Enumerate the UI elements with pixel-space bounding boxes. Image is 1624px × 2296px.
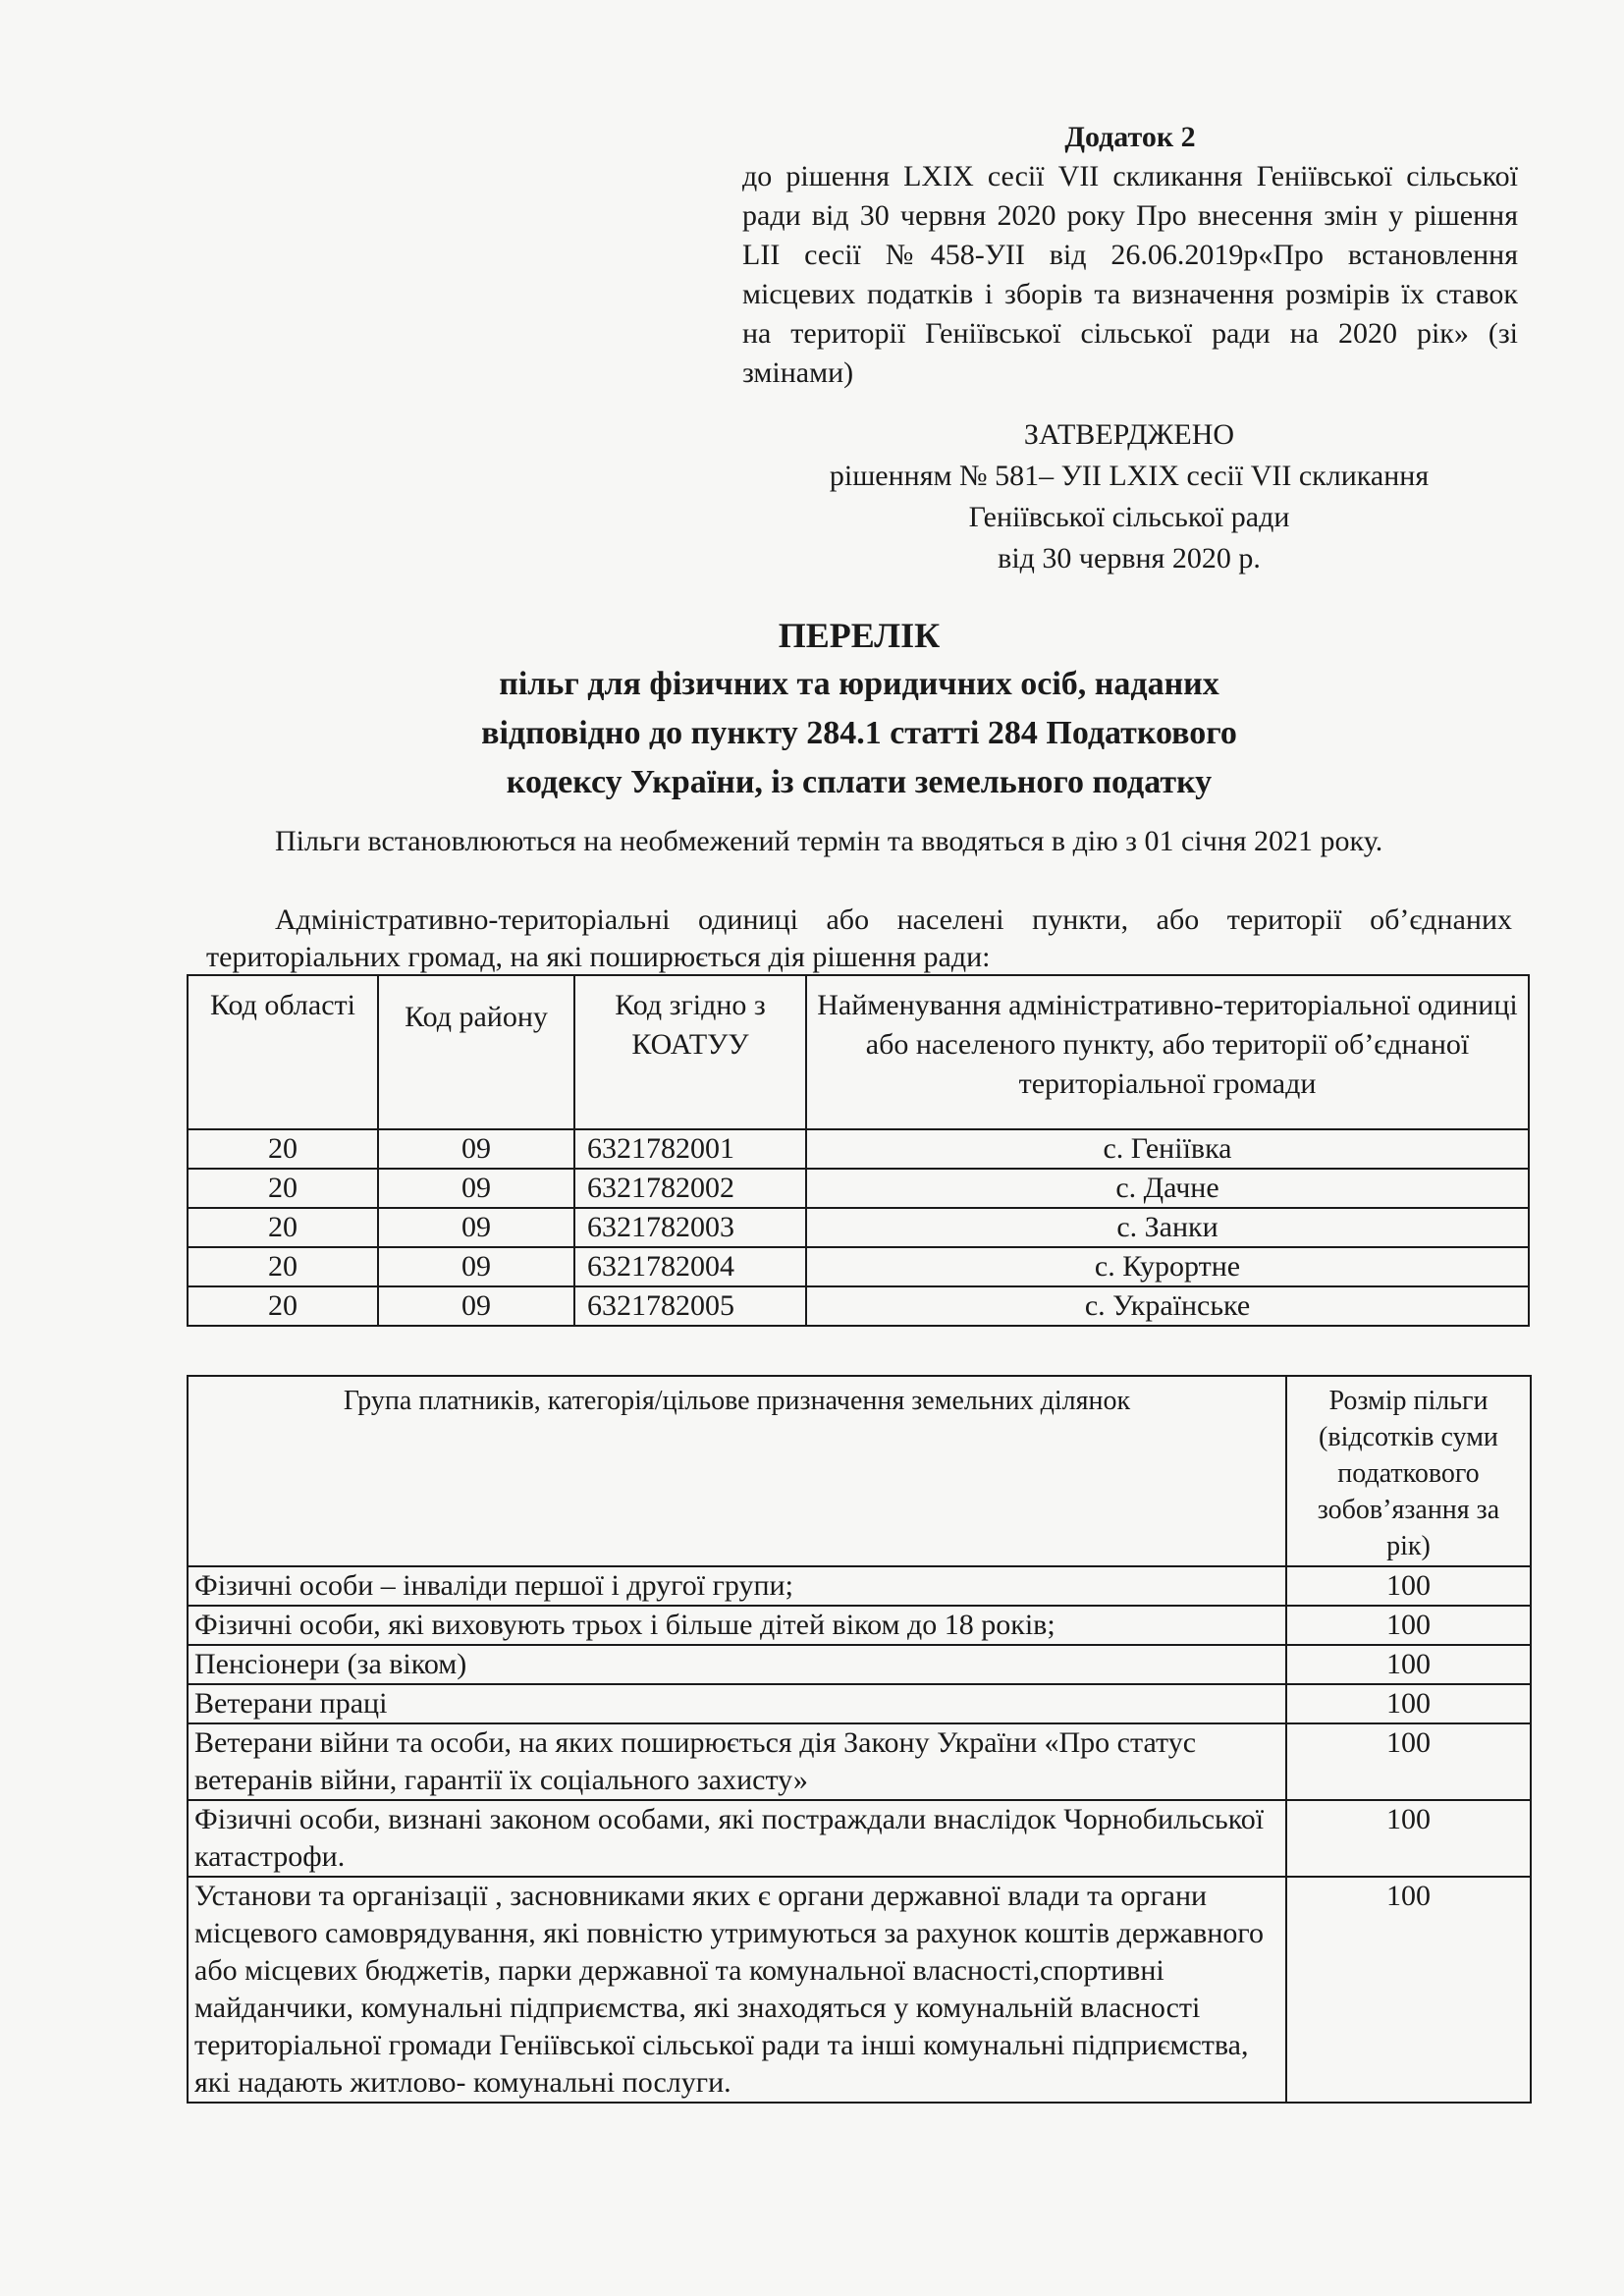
table-row: [188, 1684, 1531, 1723]
header-payer-group: Група платників, категорія/цільове призначення земельних ділянок: [188, 1376, 1286, 1566]
territories-table: [187, 974, 1530, 1327]
header-benefit-size: Розмір пільги (відсотків суми податкового зобов’язання за рік): [1286, 1376, 1531, 1566]
benefit-size-cell: 100: [1286, 1606, 1531, 1645]
koatuu-code-cell: 6321782001: [574, 1129, 806, 1169]
district-code-cell: 09: [378, 1169, 574, 1208]
table-row: [188, 1606, 1531, 1645]
heading-line-3: кодексу України, із сплати земельного податку: [506, 764, 1213, 800]
benefits-table: [187, 1375, 1532, 2104]
paragraph-term-text: Пільги встановлюються на необмежений термін та вводяться в дію з 01 січня 2021 року.: [275, 825, 1383, 857]
payer-group-cell: Установи та організації , засновниками яких є органи державної влади та органи місцевого самоврядування, які повністю утримуються за рахунок коштів державного або місцевих бюджетів, парки державної та комунальної власності,спортивні майданчики, комунальні підприємства, які знаходяться у комунальній власності територіальної громади Геніївської сільської ради та інші комунальні підприємства, які надають житлово- комунальні послуги.: [188, 1877, 1286, 2103]
table-row: [188, 1129, 1529, 1169]
region-code-cell: 20: [188, 1247, 378, 1286]
approval-block: [766, 414, 1492, 579]
district-code-cell: 09: [378, 1208, 574, 1247]
territory-name-cell: с. Дачне: [806, 1169, 1529, 1208]
benefit-size-cell: 100: [1286, 1723, 1531, 1800]
benefit-size-cell: 100: [1286, 1566, 1531, 1606]
table-header-row: [188, 1376, 1531, 1566]
appendix-title: Додаток 2: [1064, 121, 1196, 153]
approval-label: ЗАТВЕРДЖЕНО: [1023, 418, 1235, 451]
table-row: [188, 1208, 1529, 1247]
region-code-cell: 20: [188, 1129, 378, 1169]
header-region-code: Код області: [188, 975, 378, 1129]
region-code-cell: 20: [188, 1169, 378, 1208]
appendix-block: [742, 118, 1518, 393]
benefit-size-cell: 100: [1286, 1645, 1531, 1684]
payer-group-cell: Фізичні особи – інваліди першої і другої групи;: [188, 1566, 1286, 1606]
document-heading: [187, 611, 1532, 807]
approval-council: Геніївської сільської ради: [968, 501, 1290, 533]
header-territory-name: Найменування адміністративно-територіальної одиниці або населеного пункту, або території об’єднаної територіальної громади: [806, 975, 1529, 1129]
table-row: [188, 1877, 1531, 2103]
territory-name-cell: с. Геніївка: [806, 1129, 1529, 1169]
koatuu-code-cell: 6321782004: [574, 1247, 806, 1286]
district-code-cell: 09: [378, 1129, 574, 1169]
territory-name-cell: с. Занки: [806, 1208, 1529, 1247]
heading-line-2: відповідно до пункту 284.1 статті 284 Податкового: [481, 715, 1237, 751]
table-row: [188, 1800, 1531, 1877]
payer-group-cell: Пенсіонери (за віком): [188, 1645, 1286, 1684]
payer-group-cell: Ветерани праці: [188, 1684, 1286, 1723]
approval-decision: рішенням № 581– УІІ LXIX сесії VII скликання: [829, 460, 1430, 492]
appendix-text: до рішення LXIX сесії VII скликання Геніївської сільської ради від 30 червня 2020 року Про внесення змін у рішення LII сесії №458-УІІ від 26.06.2019р«Про встановлення місцевих податків і зборів та визначення розмірів їх ставок на території Геніївської сільської ради на 2020 рік» (зі змінами): [742, 160, 1518, 389]
table-row: [188, 1723, 1531, 1800]
payer-group-cell: Фізичні особи, визнані законом особами, які постраждали внаслідок Чорнобильської катастрофи.: [188, 1800, 1286, 1877]
benefit-size-cell: 100: [1286, 1800, 1531, 1877]
table-header-row: [188, 975, 1529, 1129]
region-code-cell: 20: [188, 1208, 378, 1247]
benefit-size-cell: 100: [1286, 1877, 1531, 2103]
payer-group-cell: Ветерани війни та особи, на яких поширюється дія Закону України «Про статус ветеранів війни, гарантії їх соціального захисту»: [188, 1723, 1286, 1800]
approval-date: від 30 червня 2020 р.: [998, 542, 1261, 574]
table-row: [188, 1566, 1531, 1606]
region-code-cell: 20: [188, 1286, 378, 1326]
paragraph-term: [206, 823, 1512, 860]
table-row: [188, 1169, 1529, 1208]
territory-name-cell: с. Курортне: [806, 1247, 1529, 1286]
header-district-code: Код району: [378, 975, 574, 1129]
table-row: [188, 1645, 1531, 1684]
koatuu-code-cell: 6321782005: [574, 1286, 806, 1326]
paragraph-territories-text: Адміністративно-територіальні одиниці або населені пункти, або території об’єднаних територіальних громад, на які поширюється дія рішення ради:: [206, 903, 1512, 973]
paragraph-territories: [206, 902, 1512, 976]
header-koatuu-code: Код згідно з КОАТУУ: [574, 975, 806, 1129]
benefit-size-cell: 100: [1286, 1684, 1531, 1723]
table-row: [188, 1286, 1529, 1326]
payer-group-cell: Фізичні особи, які виховують трьох і більше дітей віком до 18 років;: [188, 1606, 1286, 1645]
koatuu-code-cell: 6321782002: [574, 1169, 806, 1208]
district-code-cell: 09: [378, 1247, 574, 1286]
table-row: [188, 1247, 1529, 1286]
heading-line-1: пільг для фізичних та юридичних осіб, наданих: [499, 666, 1219, 702]
territory-name-cell: с. Українське: [806, 1286, 1529, 1326]
district-code-cell: 09: [378, 1286, 574, 1326]
heading-title: ПЕРЕЛІК: [778, 616, 941, 655]
koatuu-code-cell: 6321782003: [574, 1208, 806, 1247]
